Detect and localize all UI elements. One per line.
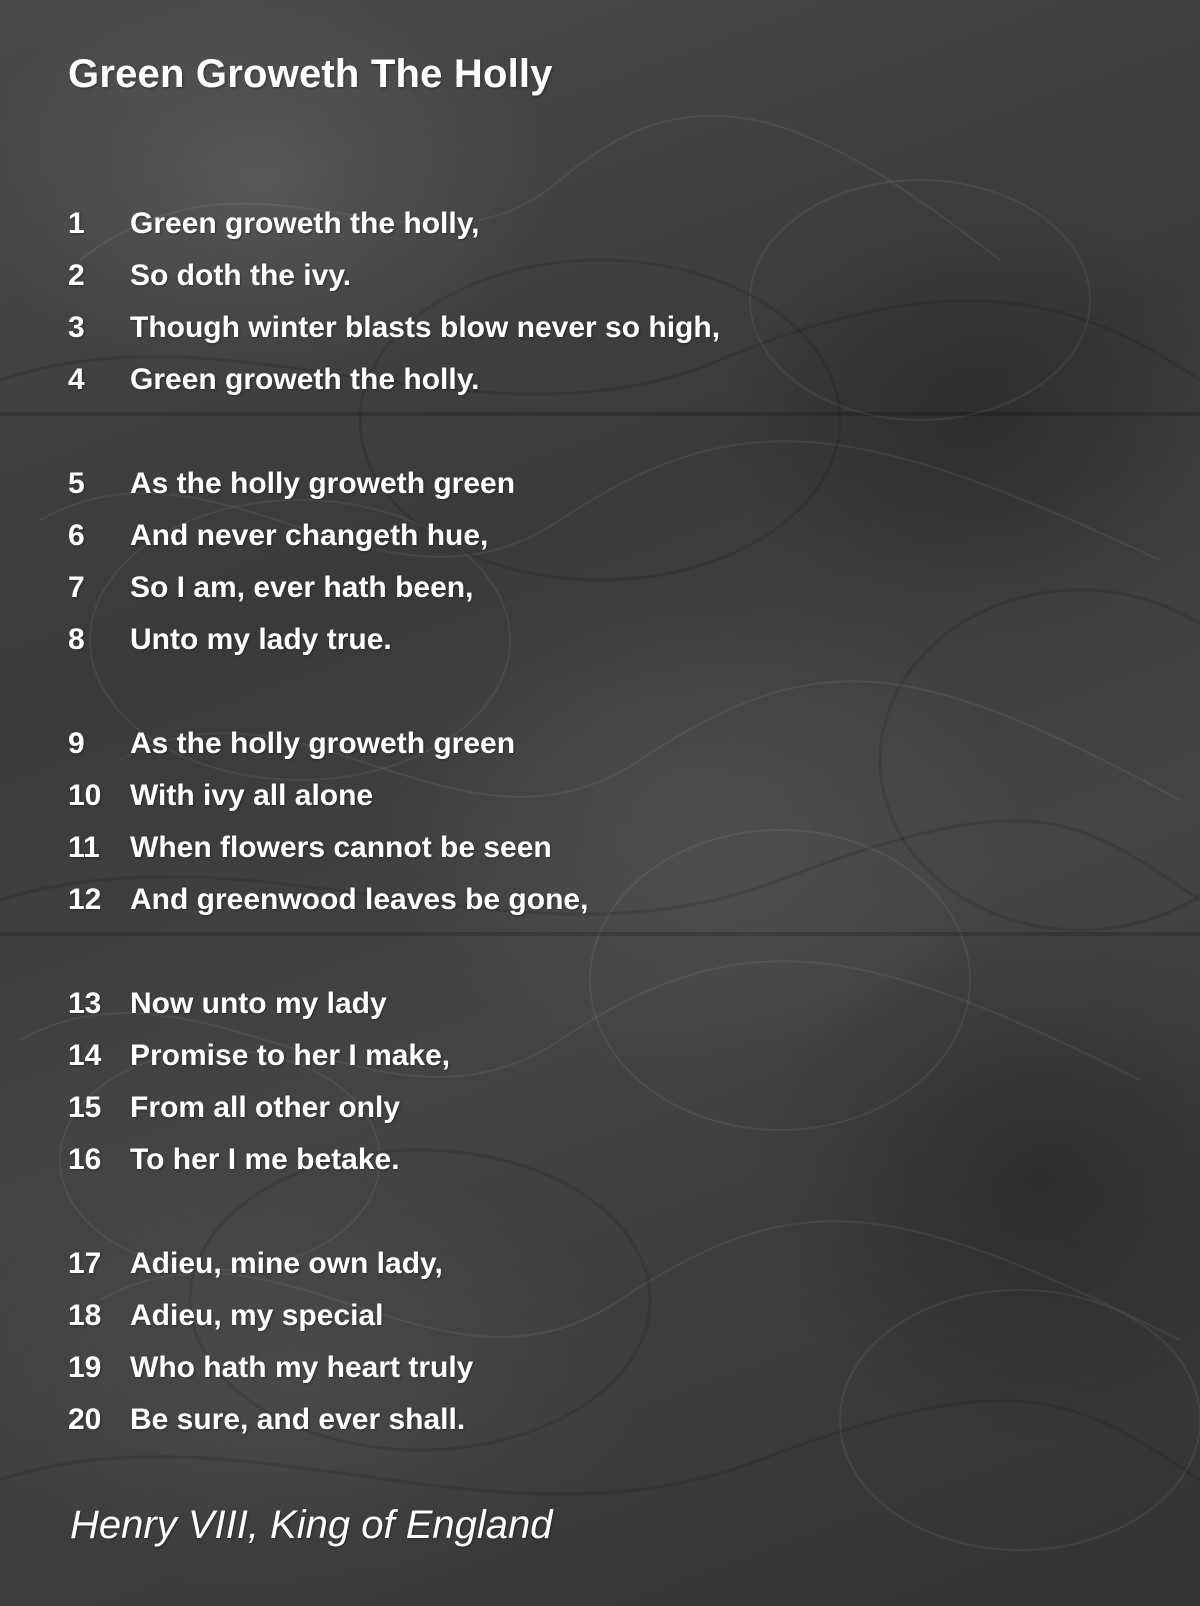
poem-line [68,770,720,822]
line-number: 16 [68,1143,102,1176]
poem-line [68,250,720,302]
line-number: 3 [68,311,85,344]
poem-line [68,458,720,510]
line-text: Who hath my heart truly [130,1351,474,1384]
line-text: To her I me betake. [130,1143,400,1176]
line-text: As the holly groweth green [130,727,516,760]
line-number: 17 [68,1247,102,1280]
line-text: Be sure, and ever shall. [130,1403,466,1436]
poem-line [68,1082,720,1134]
stanza [68,458,720,666]
stanza [68,978,720,1186]
poem-line [68,1342,720,1394]
line-number: 15 [68,1091,102,1124]
stanza [68,718,720,926]
poem-line [68,874,720,926]
line-text: Green groweth the holly, [130,207,480,240]
line-number: 1 [68,207,85,240]
line-text: Promise to her I make, [130,1039,451,1072]
poem-line [68,510,720,562]
stanza-gap [68,666,720,718]
line-number: 12 [68,883,102,916]
line-number: 13 [68,987,102,1020]
line-number: 18 [68,1299,102,1332]
stanza-gap [68,926,720,978]
line-text: Adieu, mine own lady, [130,1247,443,1280]
poem-line [68,198,720,250]
line-number: 10 [68,779,102,812]
line-number: 14 [68,1039,102,1072]
line-number: 6 [68,519,85,552]
poem-line [68,354,720,406]
line-text: And greenwood leaves be gone, [130,883,589,916]
line-text: Now unto my lady [130,987,387,1020]
poem-line [68,718,720,770]
stanza-gap [68,1186,720,1238]
poem-line [68,822,720,874]
poem-line [68,1290,720,1342]
poem-line [68,1030,720,1082]
stanza-gap [68,406,720,458]
line-text: So doth the ivy. [130,259,352,292]
line-text: As the holly groweth green [130,467,516,500]
stanza [68,198,720,406]
poem-line [68,1394,720,1446]
poem-author: Henry VIII, King of England [70,1503,553,1547]
line-text: With ivy all alone [130,779,374,812]
line-text: Adieu, my special [130,1299,384,1332]
line-number: 11 [68,831,100,864]
line-number: 9 [68,727,85,760]
line-text: From all other only [130,1091,401,1124]
line-number: 5 [68,467,85,500]
line-text: And never changeth hue, [130,519,489,552]
line-number: 2 [68,259,85,292]
poem-body [68,198,720,1446]
poem-title: Green Groweth The Holly [68,52,553,96]
line-number: 4 [68,363,85,396]
line-number: 8 [68,623,85,656]
line-number: 19 [68,1351,102,1384]
poem-line [68,562,720,614]
line-text: So I am, ever hath been, [130,571,474,604]
line-number: 7 [68,571,85,604]
line-text: Green groweth the holly. [130,363,480,396]
stanza [68,1238,720,1446]
line-text: When flowers cannot be seen [130,831,552,864]
line-text: Though winter blasts blow never so high, [130,311,721,344]
line-number: 20 [68,1403,102,1436]
poem-line [68,614,720,666]
line-text: Unto my lady true. [130,623,392,656]
poem-line [68,978,720,1030]
poem-line [68,1134,720,1186]
poem-line [68,1238,720,1290]
poem-line [68,302,720,354]
